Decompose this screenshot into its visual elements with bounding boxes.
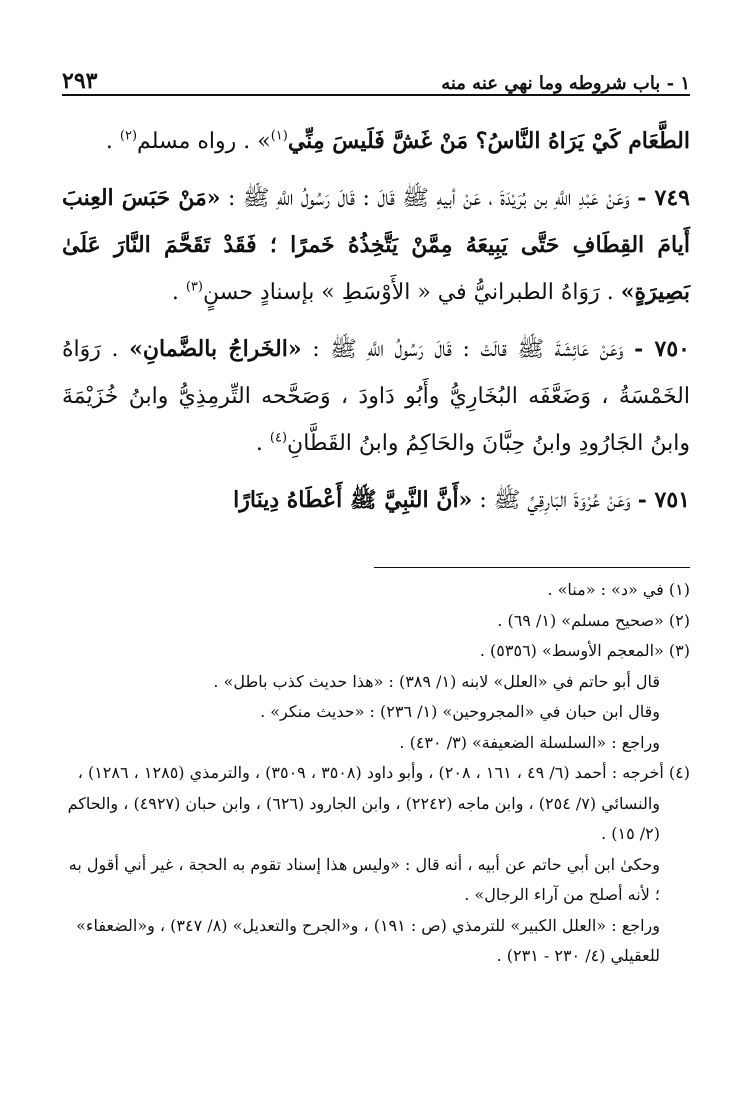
footnote-3-note-b: وقال ابن حبان في «المجروحين» (١/ ٢٣٦) : «حديث منكر» . bbox=[260, 702, 660, 721]
hadith-750: ٧٥٠ - وَعَنْ عَائِشَةَ ﷺ قالَتْ : قَالَ رَسُولُ اللَّهِ ﷺ : «الخَراجُ بالضَّمانِ» . رَوَاهُ الخَمْسَةُ ، وَضَعَّفَه البُخَارِيُّ وأَبُو دَاودَ ، وَصَحَّحه التِّرمِذِيُّ وابنُ خُزَيْمَةَ وابنُ الجَارُودِ وابنُ حِبَّانَ والحَاكِمُ وابنُ القَطَّانِ$^{(٤)}$ . bbox=[62, 336, 691, 456]
footnote-divider bbox=[374, 567, 690, 568]
chapter-title: ١ - باب شروطه وما نهي عنه منه bbox=[441, 73, 690, 94]
footnote-ref: (٢) bbox=[119, 128, 138, 144]
paragraph-continuation: الطَّعَام كَيْ يَرَاهُ النَّاسُ؟ مَنْ غَشَّ فَلَيسَ مِنِّي$^{(١)}$» . رواه مسلم$^{(٢)}$ . bbox=[105, 128, 690, 154]
footnote-3: (٣) «المعجم الأوسط» (٥٣٥٦) . bbox=[479, 641, 690, 660]
hadith-quote: «أَنَّ النَّبِيَّ ﷺ أَعْطَاهُ دِينَارًا bbox=[233, 487, 473, 513]
footnote-4-note-c: وراجع : «العلل الكبير» للترمذي (ص : ١٩١) ، و«الجرح والتعديل» (٨/ ٣٤٧) ، و«الضعفاء» للعقيلي (٤/ ٢٣٠ - ٢٣١) . bbox=[76, 915, 660, 965]
footnote-ref: (٤) bbox=[269, 430, 288, 446]
running-header bbox=[62, 62, 690, 96]
hadith-quote: الطَّعَام كَيْ يَرَاهُ النَّاسُ؟ مَنْ غَشَّ فَلَيسَ مِنِّي bbox=[287, 128, 690, 154]
attribution: » . رواه مسلم bbox=[137, 129, 271, 154]
main-text bbox=[62, 118, 690, 534]
footnote-2: (٢) «صحيح مسلم» (١/ ٦٩) . bbox=[497, 610, 690, 630]
footnote-ref: (١) bbox=[270, 128, 288, 144]
footnote-4: (٤) أخرجه : أحمد (٦/ ٤٩ ، ١٦١ ، ٢٠٨) ، وأبو داود (٣٥٠٨ ، ٣٥٠٩) ، والترمذي (١٢٨٥ ، ١٢٨٦) ، والنسائي (٧/ ٢٥٤) ، وابن ماجه (٢٢٤٢) ، وابن الجارود (٦٢٦) ، وابن حبان (٤٩٢٧) ، والحاكم (٢/ ١٥) . bbox=[67, 763, 690, 843]
attribution: . رَوَاهُ الطبرانيُّ في « الأَوْسَطِ » بإسنادٍ حسنٍ bbox=[202, 280, 614, 305]
hadith-number: ٧٥٠ - bbox=[634, 336, 690, 362]
footnote-1: (١) في «د» : «منا» . bbox=[547, 580, 690, 599]
hadith-intro: وَعَنْ عُرْوَةَ البَارِقِيِّ ﷺ : bbox=[479, 488, 631, 513]
footnote-ref: (٣) bbox=[185, 279, 203, 295]
hadith-intro: وَعَنْ عَبْدِ اللَّهِ بن بُرَيْدَةَ ، عَنْ أبيهِ ﷺ قَالَ : قَالَ رَسُولُ اللَّهِ ﷺ : bbox=[228, 186, 630, 211]
hadith-751 bbox=[62, 477, 690, 524]
page-number: ٢٩٣ bbox=[62, 68, 98, 94]
hadith-number: ٧٤٩ - bbox=[637, 185, 690, 211]
hadith-749: ٧٤٩ - وَعَنْ عَبْدِ اللَّهِ بن بُرَيْدَةَ ، عَنْ أبيهِ ﷺ قَالَ : قَالَ رَسُولُ اللَّهِ ﷺ : «مَنْ حَبَسَ العِنبَ أَيامَ القِطَافِ حَتَّى يَبِيعَهُ مِمَّنْ يَتَّخِذُهُ خَمرًا ؛ فَقَدْ تَقَحَّمَ النَّارَ عَلَىٰ بَصِيرَةٍ» . رَوَاهُ الطبرانيُّ في « الأَوْسَطِ » بإسنادٍ حسنٍ$^{(٣)}$ . bbox=[62, 185, 690, 305]
attribution: . رَوَاهُ الخَمْسَةُ ، وَضَعَّفَه البُخَارِيُّ وأَبُو دَاودَ ، وَصَحَّحه التِّرمِذِيُّ وابنُ خُزَيْمَةَ وابنُ الجَارُودِ وابنُ حِبَّانَ والحَاكِمُ وابنُ القَطَّانِ bbox=[62, 337, 691, 456]
hadith-quote: «مَنْ حَبَسَ العِنبَ أَيامَ القِطَافِ حَتَّى يَبِيعَهُ مِمَّنْ يَتَّخِذُهُ خَمرًا ؛ فَقَدْ تَقَحَّمَ النَّارَ عَلَىٰ بَصِيرَةٍ» bbox=[62, 185, 690, 305]
hadith-quote: «الخَراجُ بالضَّمانِ» bbox=[129, 336, 302, 362]
footnote-3-note-a: قال أبو حاتم في «العلل» لابنه (١/ ٣٨٩) : «هذا حديث كذب باطل» . bbox=[213, 671, 660, 691]
footnote-3-note-c: وراجع : «السلسلة الضعيفة» (٣/ ٤٣٠) . bbox=[399, 732, 660, 752]
footnote-4-note-b: وحكىٰ ابن أبي حاتم عن أبيه ، أنه قال : «وليس هذا إسناد تقوم به الحجة ، غير أني أقول به ؛ لأنه أصلح من آراء الرجال» . bbox=[68, 854, 660, 904]
hadith-intro: وَعَنْ عَائِشَةَ ﷺ قالَتْ : قَالَ رَسُولُ اللَّهِ ﷺ : bbox=[312, 337, 624, 362]
footnotes bbox=[62, 575, 690, 972]
hadith-number: ٧٥١ - bbox=[637, 487, 690, 513]
